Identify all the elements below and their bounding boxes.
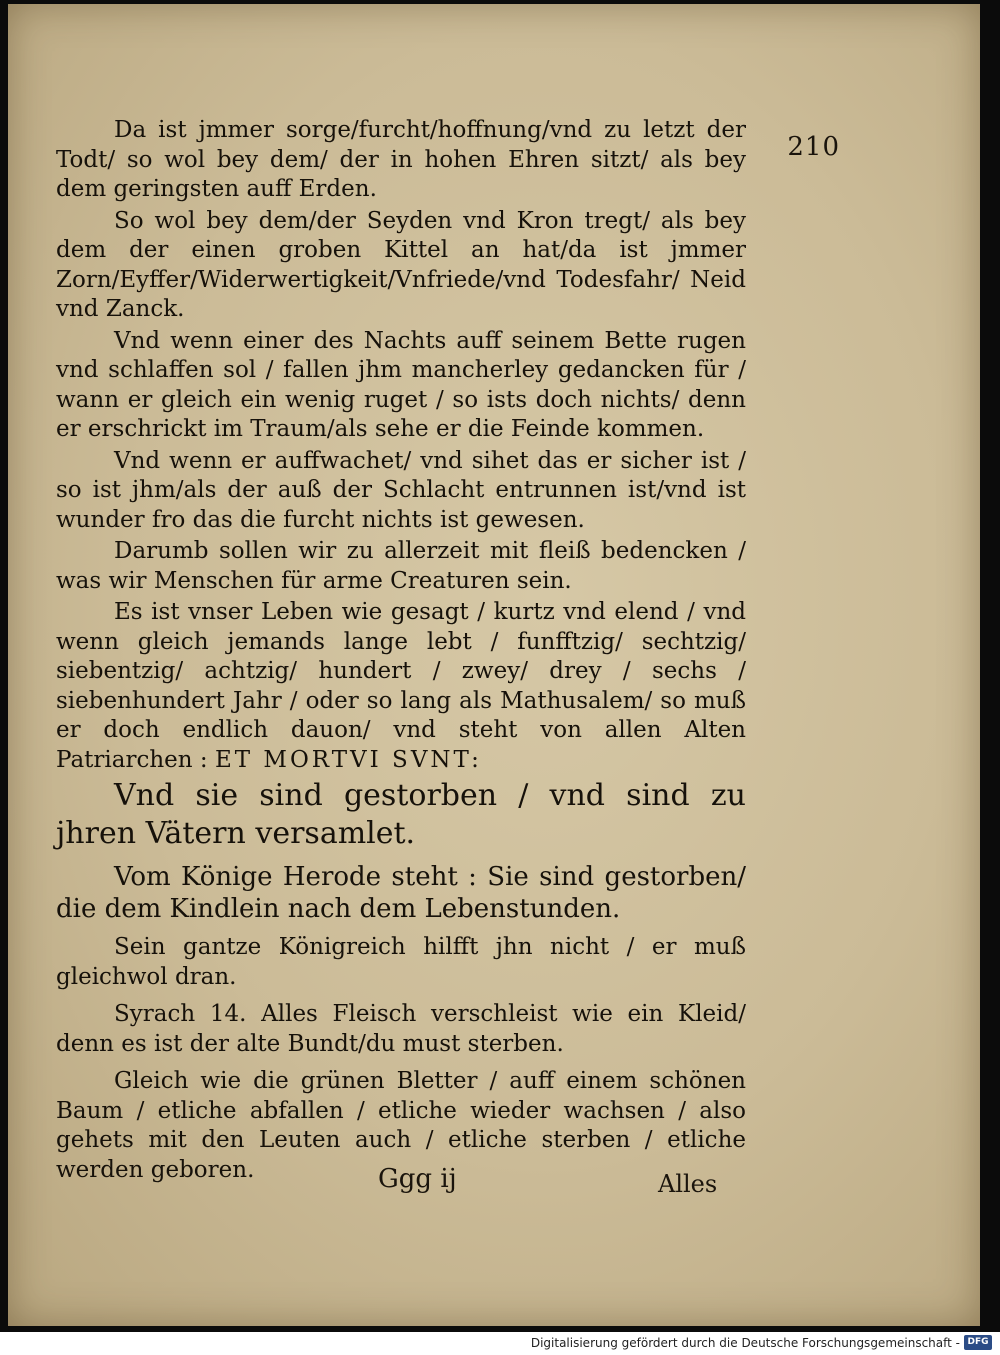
paragraph-7: Vnd sie sind gestorben / vnd sind zu jhren Vätern versamlet. [56, 778, 746, 851]
paragraph-9: Sein gantze Königreich hilfft jhn nicht / er muß gleichwol dran. [56, 934, 746, 990]
credit-bar [0, 1332, 1000, 1355]
signature-mark: Ggg ij [378, 1164, 457, 1194]
book-page [8, 4, 980, 1326]
page-text [56, 116, 746, 1187]
paragraph-11: Gleich wie die grünen Bletter / auff einem schönen Baum / etliche abfallen / etliche wieder wachsen / also gehets mit den Leuten auch / etliche sterben / etliche werden geboren. [56, 1068, 746, 1183]
paragraph-6 [56, 598, 746, 775]
paragraph-1: Da ist jmmer sorge/furcht/hoffnung/vnd zu letzt der Todt/ so wol bey dem/ der in hohen Ehren sitzt/ als bey dem geringsten auff Erden. [56, 117, 746, 202]
paragraph-2: So wol bey dem/der Seyden vnd Kron tregt/ als bey dem der einen groben Kittel an hat/da ist jmmer Zorn/Eyffer/Widerwertigkeit/Vnfriede/vnd Todesfahr/ Neid vnd Zanck. [56, 207, 746, 322]
page-number: 210 [787, 132, 840, 162]
paragraph-10: Syrach 14. Alles Fleisch verschleist wie ein Kleid/ denn es ist der alte Bundt/du must sterben. [56, 1001, 746, 1057]
paragraph-4: Vnd wenn er auffwachet/ vnd sihet das er sicher ist / so ist jhm/als der auß der Schlacht entrunnen ist/vnd ist wunder fro das die furcht nichts ist gewesen. [56, 447, 746, 533]
latin-phrase: ET MORTVI SVNT: [214, 746, 482, 773]
dfg-logo: DFG [964, 1335, 992, 1350]
catchword: Alles [658, 1170, 718, 1198]
paragraph-6-text: Es ist vnser Leben wie gesagt / kurtz vnd elend / vnd wenn gleich jemands lange lebt / funfftzig/ sechtzig/ siebentzig/ achtzig/ hundert / zwey/ drey / sechs / siebenhundert Jahr / oder so lang als Mathusalem/ so muß er doch endlich dauon/ vnd steht von allen Alten Patriarchen : [56, 599, 746, 773]
paragraph-5: Darumb sollen wir zu allerzeit mit fleiß bedencken / was wir Menschen für arme Creaturen sein. [56, 538, 746, 594]
paragraph-3: Vnd wenn einer des Nachts auff seinem Bette rugen vnd schlaffen sol / fallen jhm mancherley gedancken für / wann er gleich ein wenig ruget / so ists doch nichts/ denn er erschrickt im Traum/als sehe er die Feinde kommen. [56, 327, 746, 442]
credit-text: Digitalisierung gefördert durch die Deutsche Forschungsgemeinschaft - [530, 1336, 960, 1350]
page-footer [8, 1164, 980, 1204]
paragraph-8: Vom Könige Herode steht : Sie sind gestorben/ die dem Kindlein nach dem Lebenstunden. [56, 862, 746, 924]
